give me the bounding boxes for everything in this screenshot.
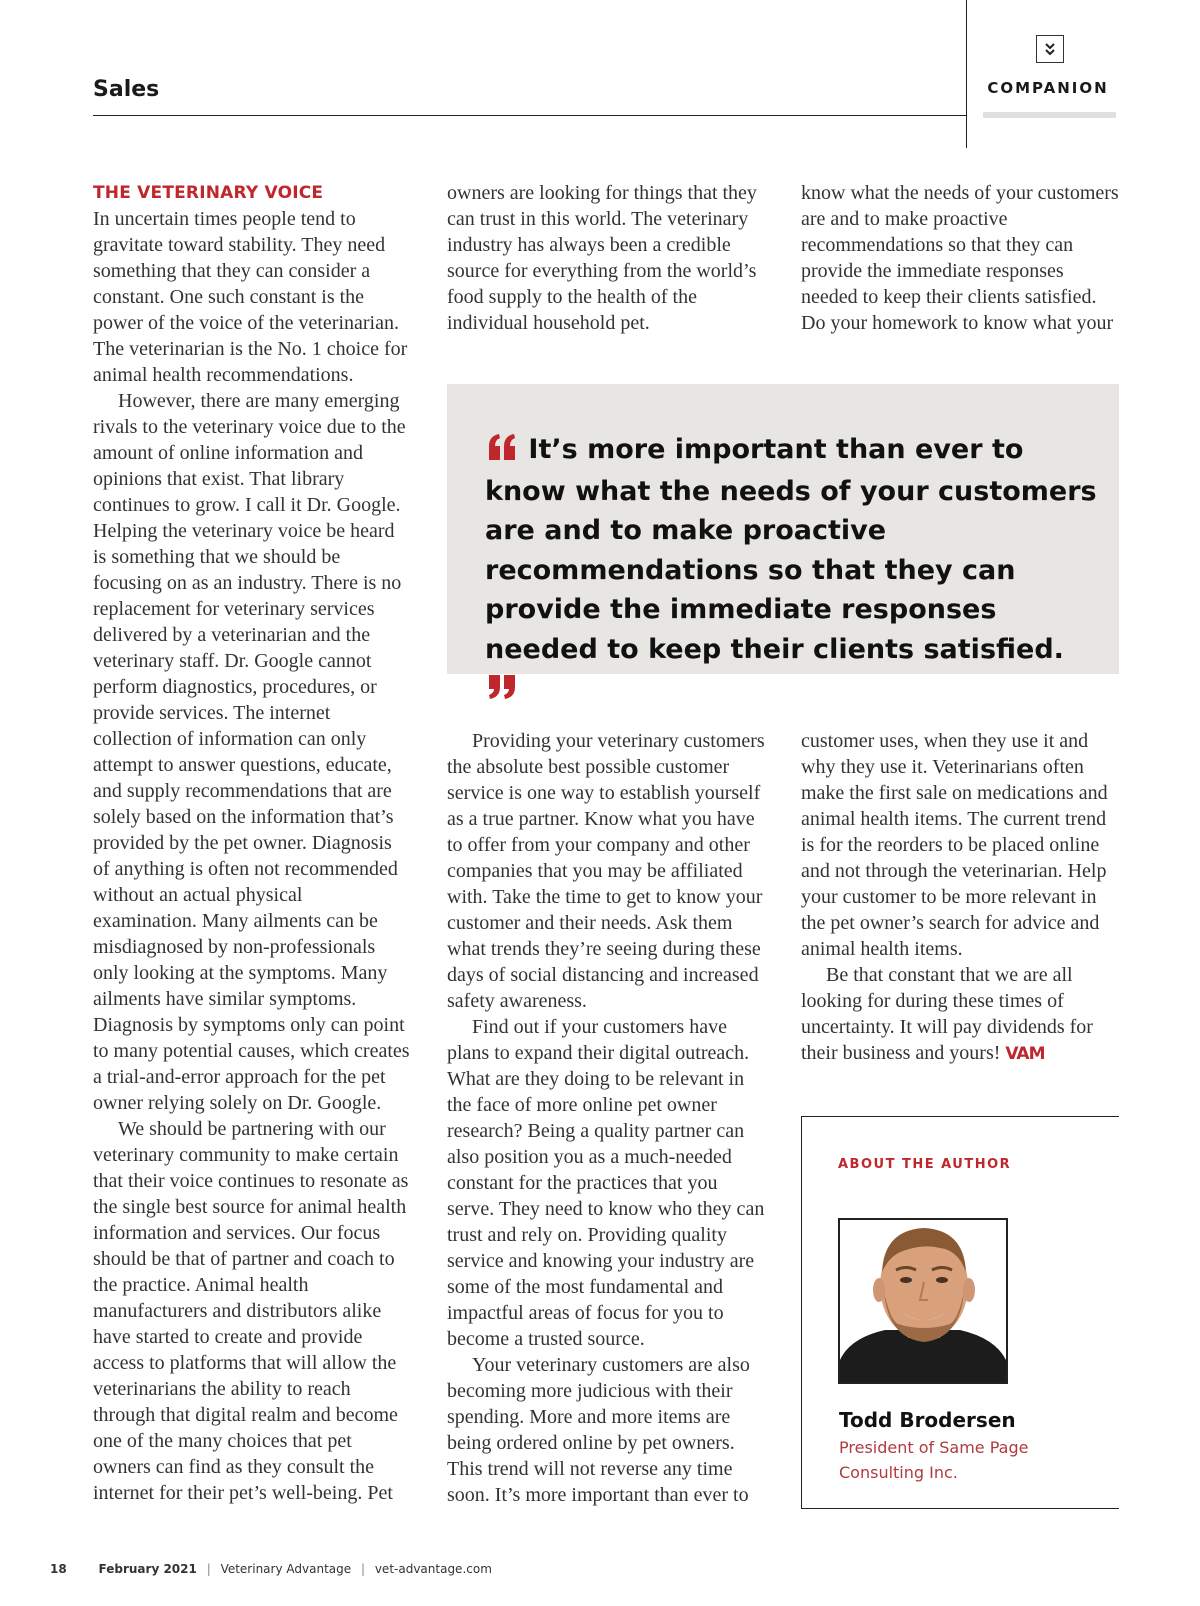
page-number: 18 <box>50 1562 67 1576</box>
author-name: Todd Brodersen <box>839 1408 1016 1432</box>
vam-end-mark: VAM <box>1005 1044 1045 1064</box>
paragraph: In uncertain times people tend to gravitate toward stability. They need something that they can consider a constant. One such constant is the power of the voice of the veterinarian. The veterinarian is the No. 1 choice for animal health recommendations. <box>93 208 408 386</box>
footer-separator: | <box>360 1562 365 1576</box>
author-title: President of Same Page Consulting Inc. <box>839 1438 1029 1482</box>
article-column-2-bottom <box>447 728 767 1508</box>
companion-underline <box>983 112 1116 118</box>
paragraph: Providing your veterinary customers the absolute best possible customer service is one way to establish yourself as a true partner. Know what you have to offer from your company and other companies that you may be affiliated with. Take the time to get to know your customer and their needs. Ask them what trends they’re seeing during these days of social distancing and increased safety awareness. <box>447 730 765 1012</box>
paragraph: Find out if your customers have plans to expand their digital outreach. What are they doing to be relevant in the face of more online pet owner research? Being a quality partner can also position you as a much-needed constant for the practices that you serve. They need to know who they can trust and rely on. Providing quality service and knowing your industry are some of the most fundamental and impactful areas of focus for you to become a trusted source. <box>447 1016 765 1350</box>
author-box <box>801 1116 1119 1509</box>
paragraph: owners are looking for things that they can trust in this world. The veterinary industry has always been a credible source for everything from the world’s food supply to the health of the individual household pet. <box>447 182 757 334</box>
header-divider <box>93 115 967 116</box>
section-title: Sales <box>93 77 160 102</box>
open-quote-icon <box>485 432 519 472</box>
article-kicker: THE VETERINARY VOICE <box>93 183 324 203</box>
footer-separator: | <box>206 1562 211 1576</box>
publication-name: Veterinary Advantage <box>220 1562 352 1576</box>
article-column-1 <box>93 180 411 1506</box>
paragraph: Your veterinary customers are also becoming more judicious with their spending. More and more items are being ordered online by pet owners. This trend will not reverse any time soon. It’s more important than ever to <box>447 1354 750 1506</box>
article-column-2-top <box>447 180 767 336</box>
paragraph: customer uses, when they use it and why they use it. Veterinarians often make the first sale on medications and animal health items. The current trend is for the reorders to be placed online and not through the veterinarian. Help your customer to be more relevant in the pet owner’s search for advice and animal health items. <box>801 730 1108 960</box>
paragraph: However, there are many emerging rivals to the veterinary voice due to the amount of online information and opinions that exist. That library continues to grow. I call it Dr. Google. Helping the veterinary voice be heard is something that we should be focusing on as an industry. There is no replacement for veterinary services delivered by a veterinarian and the veterinary staff. Dr. Google cannot perform diagnostics, procedures, or provide services. The internet collection of information can only attempt to answer questions, educate, and supply recommendations that are solely based on the information that’s provided by the pet owner. Diagnosis of anything is often not recommended without an actual physical examination. Many ailments can be misdiagnosed by non-professionals only looking at the symptoms. Many ailments have similar symptoms. Diagnosis by symptoms only can point to many potential causes, which creates a trial-and-error approach for the pet owner relying solely on Dr. Google. <box>93 390 410 1114</box>
article-column-3-top <box>801 180 1119 336</box>
website-link[interactable]: vet-advantage.com <box>374 1562 492 1576</box>
author-portrait-illustration <box>840 1220 1006 1382</box>
pull-quote-text-block <box>485 430 1105 711</box>
page-footer <box>50 1562 492 1576</box>
chevron-glyph <box>1044 42 1056 56</box>
pull-quote-text: It’s more important than ever to know what the needs of your customers are and to make proactive recommendations so that they can provide the immediate responses needed to keep their clients satisfied. <box>485 434 1097 665</box>
paragraph: We should be partnering with our veterinary community to make certain that their voice continues to resonate as the single best source for animal health information and services. Our focus should be that of partner and coach to the practice. Animal health manufacturers and distributors alike have started to create and provide access to platforms that will allow the veterinarians the ability to reach through that digital realm and become one of the many choices that pet owners can find as they consult the internet for their pet’s well-being. Pet <box>93 1118 409 1504</box>
author-photo <box>838 1218 1008 1384</box>
header-vertical-divider <box>966 0 967 148</box>
close-quote-icon <box>485 671 521 711</box>
closing-text: Be that constant that we are all looking for during these times of uncertainty. It will pay dividends for their business and yours! <box>801 964 1093 1064</box>
pull-quote <box>447 384 1119 674</box>
author-kicker: ABOUT THE AUTHOR <box>838 1157 1012 1172</box>
double-chevron-down-icon[interactable] <box>1036 35 1064 63</box>
issue-date: February 2021 <box>98 1562 197 1576</box>
companion-label[interactable]: COMPANION <box>987 79 1109 97</box>
article-column-3-bottom <box>801 728 1119 1067</box>
paragraph <box>801 962 1119 1067</box>
paragraph: know what the needs of your customers are and to make proactive recommendations so that they can provide the immediate responses needed to keep their clients satisfied. Do your homework to know what your <box>801 182 1119 334</box>
